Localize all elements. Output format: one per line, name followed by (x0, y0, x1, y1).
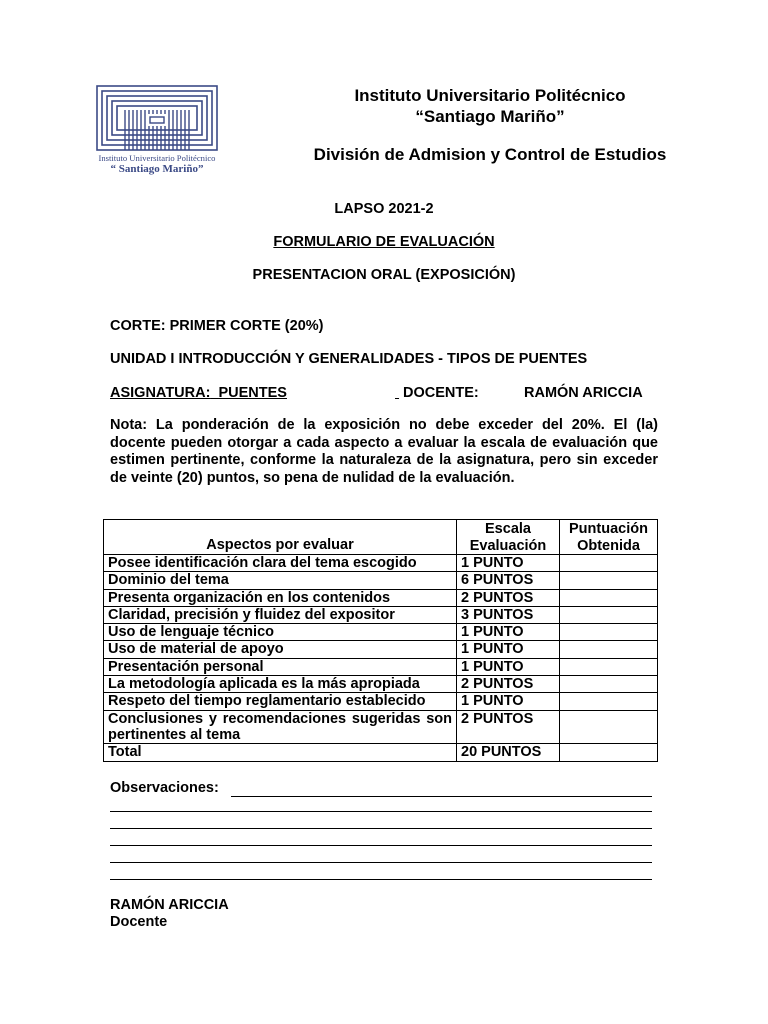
form-title: FORMULARIO DE EVALUACIÓN (273, 234, 495, 250)
scale-cell: 1 PUNTO (457, 658, 560, 675)
asignatura-block (110, 385, 395, 401)
aspect-cell: Respeto del tiempo reglamentario establecido (104, 693, 457, 710)
observaciones-line[interactable] (110, 828, 652, 829)
logo-caption-line1: Instituto Universitario Politécnico (98, 153, 216, 163)
table-row (104, 693, 658, 710)
header-score (560, 520, 658, 555)
corte: CORTE: PRIMER CORTE (20%) (110, 318, 324, 334)
header-scale (457, 520, 560, 555)
form-subtitle: PRESENTACION ORAL (EXPOSICIÓN) (252, 267, 516, 283)
score-cell[interactable] (560, 589, 658, 606)
scale-cell: 1 PUNTO (457, 624, 560, 641)
institution-logo (95, 84, 219, 178)
scale-cell: 1 PUNTO (457, 641, 560, 658)
lapso: LAPSO 2021-2 (334, 201, 434, 217)
docente-block (395, 385, 650, 401)
table-row (104, 658, 658, 675)
institute-name: Instituto Universitario Politécnico (354, 86, 626, 105)
nota-paragraph: Nota: La ponderación de la exposición no debe exceder del 20%. El (la) docente pueden otorgar a cada aspecto a evaluar la escala de evaluación que estimen pertinente, conforme la naturaleza de la asignatura, pero sin exceder de veinte (20) puntos, so pena de nulidad de la evaluación. (110, 417, 658, 486)
total-score-cell[interactable] (560, 744, 658, 761)
logo-emblem-icon (95, 84, 219, 154)
logo-caption-line2: “ Santiago Mariño” (110, 163, 204, 175)
aspect-cell: Dominio del tema (104, 572, 457, 589)
observaciones-label: Observaciones: (110, 780, 219, 796)
scale-cell: 6 PUNTOS (457, 572, 560, 589)
unidad: UNIDAD I INTRODUCCIÓN Y GENERALIDADES - TIPOS DE PUENTES (110, 351, 588, 367)
table-total-row (104, 744, 658, 761)
score-cell[interactable] (560, 555, 658, 572)
aspect-cell: La metodología aplicada es la más apropiada (104, 676, 457, 693)
aspect-cell: Claridad, precisión y fluidez del expositor (104, 606, 457, 623)
scale-cell: 2 PUNTOS (457, 589, 560, 606)
header-score-line2: Obtenida (577, 537, 640, 554)
scale-cell: 1 PUNTO (457, 555, 560, 572)
score-cell[interactable] (560, 658, 658, 675)
aspect-cell: Uso de material de apoyo (104, 641, 457, 658)
docente-value: RAMÓN ARICCIA (524, 385, 643, 401)
table-row (104, 606, 658, 623)
asignatura-label: ASIGNATURA: (110, 385, 211, 401)
table-row (104, 676, 658, 693)
aspect-cell: Posee identificación clara del tema escogido (104, 555, 457, 572)
score-cell[interactable] (560, 710, 658, 744)
observaciones-line[interactable] (110, 845, 652, 846)
aspect-cell: Conclusiones y recomendaciones sugeridas son pertinentes al tema (104, 710, 457, 744)
aspect-cell: Presentación personal (104, 658, 457, 675)
observaciones-line[interactable] (110, 811, 652, 812)
aspect-cell: Uso de lenguaje técnico (104, 624, 457, 641)
institute-subname: “Santiago Mariño” (415, 107, 565, 126)
table-row (104, 589, 658, 606)
score-cell[interactable] (560, 606, 658, 623)
evaluation-table (103, 519, 658, 762)
docente-label: DOCENTE: (403, 385, 479, 401)
aspect-cell: Presenta organización en los contenidos (104, 589, 457, 606)
header-scale-line2: Evaluación (469, 537, 547, 554)
score-cell[interactable] (560, 693, 658, 710)
header-scale-line1: Escala (485, 521, 531, 538)
observaciones-line[interactable] (231, 796, 652, 797)
table-row (104, 641, 658, 658)
total-label-cell: Total (104, 744, 457, 761)
header-score-line1: Puntuación (569, 521, 648, 538)
division-title: División de Admision y Control de Estudios (313, 145, 667, 164)
score-cell[interactable] (560, 676, 658, 693)
asignatura-value: PUENTES (218, 385, 287, 401)
scale-cell: 1 PUNTO (457, 693, 560, 710)
table-row (104, 555, 658, 572)
scale-cell: 2 PUNTOS (457, 710, 560, 744)
observaciones-line[interactable] (110, 862, 652, 863)
signature-role: Docente (110, 914, 168, 930)
table-header-row (104, 520, 658, 555)
score-cell[interactable] (560, 572, 658, 589)
table-row (104, 624, 658, 641)
score-cell[interactable] (560, 624, 658, 641)
score-cell[interactable] (560, 641, 658, 658)
table-row (104, 572, 658, 589)
total-scale-cell: 20 PUNTOS (457, 744, 560, 761)
table-row (104, 710, 658, 744)
header-aspect (104, 520, 457, 555)
scale-cell: 3 PUNTOS (457, 606, 560, 623)
header-aspect-label: Aspectos por evaluar (206, 536, 354, 553)
scale-cell: 2 PUNTOS (457, 676, 560, 693)
signature-name: RAMÓN ARICCIA (110, 897, 229, 913)
observaciones-line[interactable] (110, 879, 652, 880)
